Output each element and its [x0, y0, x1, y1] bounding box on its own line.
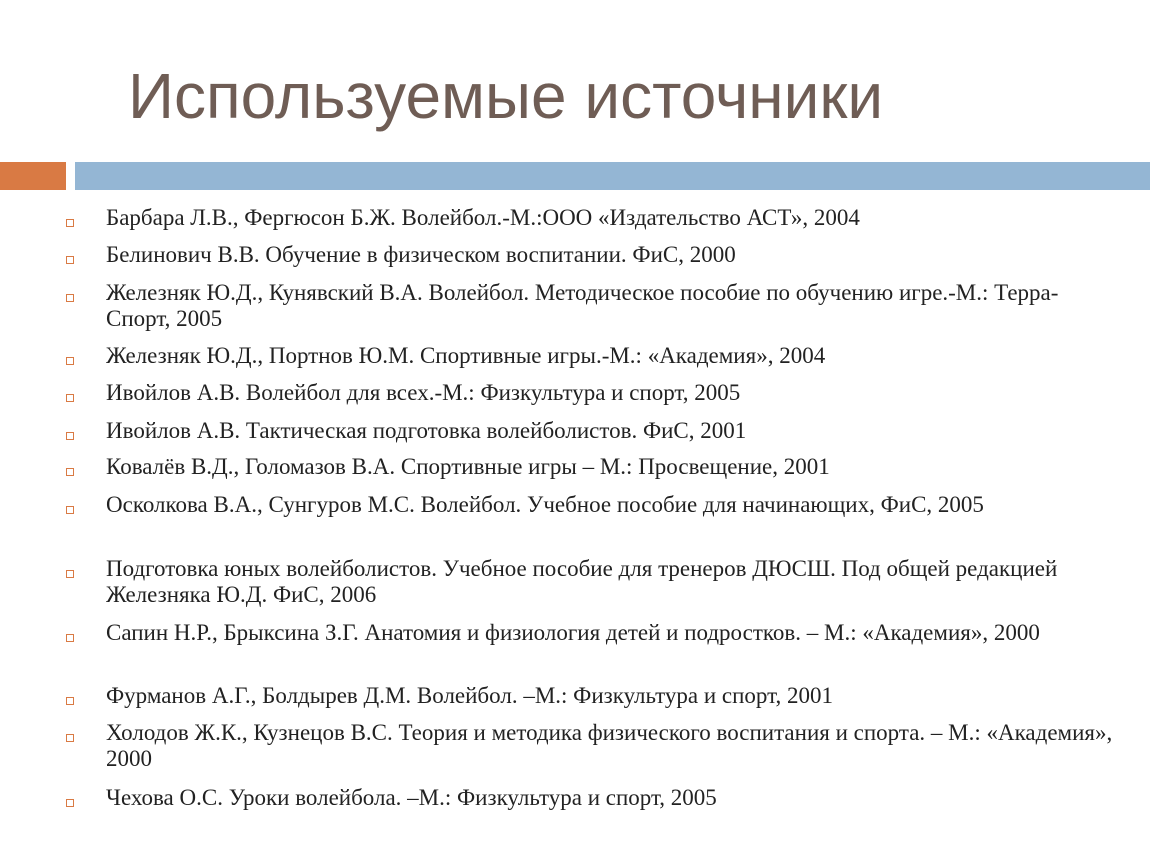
source-text: Барбара Л.В., Фергюсон Б.Ж. Волейбол.-М.:ООО «Издательство АСТ», 2004: [106, 205, 860, 230]
square-bullet-icon: [66, 256, 74, 264]
square-bullet-icon: [66, 294, 74, 302]
source-text: Железняк Ю.Д., Портнов Ю.М. Спортивные игры.-М.: «Академия», 2004: [106, 343, 826, 368]
square-bullet-icon: [66, 697, 74, 705]
source-text: Ковалёв В.Д., Голомазов В.А. Спортивные игры – М.: Просвещение, 2001: [106, 454, 830, 479]
square-bullet-icon: [66, 468, 74, 476]
source-text: Осколкова В.А., Сунгуров М.С. Волейбол. Учебное пособие для начинающих, ФиС, 2005: [106, 492, 984, 517]
slide-title: Используемые источники: [128, 60, 884, 132]
source-text: Холодов Ж.К., Кузнецов В.С. Теория и методика физического воспитания и спорта. – М.: «Академия», 2000: [106, 720, 1113, 771]
square-bullet-icon: [66, 394, 74, 402]
square-bullet-icon: [66, 432, 74, 440]
source-text: Чехова О.С. Уроки волейбола. –М.: Физкультура и спорт, 2005: [106, 785, 717, 810]
source-text: Сапин Н.Р., Брыксина З.Г. Анатомия и физиология детей и подростков. – М.: «Академия», 2000: [106, 620, 1040, 645]
square-bullet-icon: [66, 219, 74, 227]
square-bullet-icon: [66, 570, 74, 578]
square-bullet-icon: [66, 357, 74, 365]
source-text: Фурманов А.Г., Болдырев Д.М. Волейбол. –М.: Физкультура и спорт, 2001: [106, 683, 833, 708]
square-bullet-icon: [66, 506, 74, 514]
square-bullet-icon: [66, 634, 74, 642]
title-accent-orange-bar: [0, 162, 66, 190]
source-text: Ивойлов А.В. Волейбол для всех.-М.: Физкультура и спорт, 2005: [106, 380, 741, 405]
source-text: Подготовка юных волейболистов. Учебное пособие для тренеров ДЮСШ. Под общей редакцией Железняка Ю.Д. ФиС, 2006: [106, 556, 1058, 607]
square-bullet-icon: [66, 734, 74, 742]
source-text: Железняк Ю.Д., Кунявский В.А. Волейбол. Методическое пособие по обучению игре.-М.: Терра-Спорт, 2005: [106, 280, 1059, 331]
title-accent-blue-bar: [75, 162, 1150, 190]
source-text: Ивойлов А.В. Тактическая подготовка волейболистов. ФиС, 2001: [106, 418, 747, 443]
square-bullet-icon: [66, 799, 74, 807]
source-text: Белинович В.В. Обучение в физическом воспитании. ФиС, 2000: [106, 242, 736, 267]
